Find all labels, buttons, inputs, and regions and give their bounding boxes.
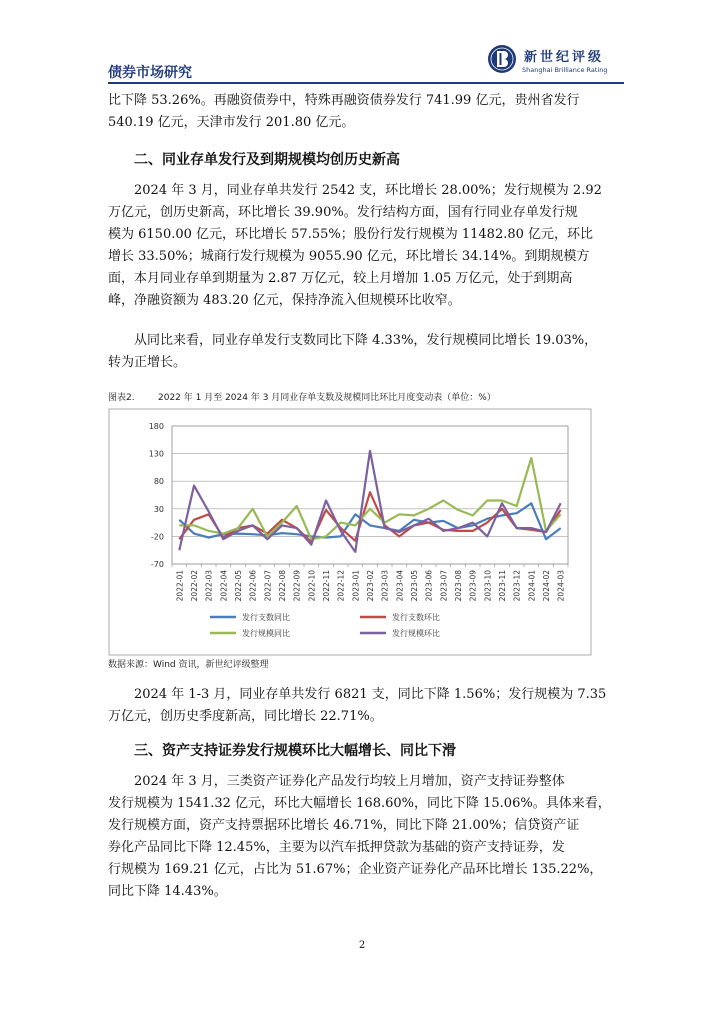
company-logo — [487, 44, 517, 74]
y-tick-label: 30 — [153, 504, 164, 514]
legend-label: 发行规模同比 — [242, 629, 290, 638]
x-tick-label: 2023-02 — [366, 570, 375, 602]
section-heading-2: 二、同业存单发行及到期规模均创历史新高 — [134, 152, 400, 168]
y-tick-label: 80 — [153, 477, 164, 487]
logo-english-name: Shanghai Brilliance Rating — [522, 66, 608, 74]
y-tick-label: -70 — [150, 560, 164, 569]
paragraph-continuation — [108, 90, 624, 134]
page-number: 2 — [358, 940, 366, 951]
x-tick-label: 2022-06 — [248, 570, 258, 602]
text-line: 增长 33.50%；城商行发行规模为 9055.90 亿元，环比增长 34.14%。到期规模方 — [108, 249, 590, 264]
text-line: 发行规模为 1541.32 亿元，环比大幅增长 168.60%，同比下降 15.06%。具体来看， — [108, 796, 611, 811]
line-chart — [108, 408, 592, 656]
x-tick-label: 2022-03 — [204, 570, 214, 602]
text-line: 万亿元，创历史新高，环比增长 39.90%。发行结构方面，国有行同业存单发行规 — [108, 205, 578, 220]
paragraph-yoy — [108, 330, 624, 374]
x-tick-label: 2023-07 — [439, 570, 449, 602]
text-line: 2024 年 1-3 月，同业存单共发行 6821 支，同比下降 1.56%；发行规模为 7.35 — [134, 687, 607, 702]
x-tick-label: 2022-04 — [219, 570, 229, 602]
x-tick-label: 2023-03 — [380, 570, 390, 602]
paragraph-q1 — [108, 684, 624, 728]
text-line: 2024 年 3 月，同业存单共发行 2542 支，环比增长 28.00%；发行规模为 2.92 — [134, 183, 602, 198]
x-tick-label: 2024-01 — [527, 570, 537, 602]
text-line: 万亿元，创历史季度新高，同比增长 22.71%。 — [108, 709, 383, 724]
x-tick-label: 2022-11 — [322, 570, 331, 602]
legend-label: 发行支数环比 — [392, 613, 440, 622]
text-line: 540.19 亿元，天津市发行 201.80 亿元。 — [108, 115, 355, 130]
x-tick-label: 2023-12 — [512, 570, 522, 602]
x-tick-label: 2022-09 — [292, 570, 302, 602]
section-title: 债券市场研究 — [108, 65, 192, 81]
x-tick-label: 2022-05 — [234, 570, 243, 602]
y-tick-label: -20 — [150, 532, 164, 542]
figure-caption — [108, 390, 496, 403]
x-tick-label: 2024-03 — [556, 570, 566, 602]
legend-label: 发行支数同比 — [242, 613, 290, 622]
x-tick-label: 2022-01 — [175, 570, 185, 602]
figure-source: 数据来源：Wind 资讯，新世纪评级整理 — [108, 660, 269, 670]
x-tick-label: 2022-12 — [336, 570, 346, 602]
text-line: 发行规模方面，资产支持票据环比增长 46.71%，同比下降 21.00%；信贷资产证 — [108, 818, 580, 833]
legend-label: 发行规模环比 — [392, 629, 440, 638]
x-tick-label: 2022-10 — [307, 570, 317, 602]
text-line: 转为正增长。 — [108, 355, 187, 370]
x-tick-label: 2022-02 — [190, 570, 199, 602]
figure-number: 图表2. — [108, 393, 135, 403]
x-tick-label: 2023-05 — [410, 570, 419, 602]
text-line: 比下降 53.26%。再融资债券中，特殊再融资债券发行 741.99 亿元，贵州省发行 — [108, 93, 580, 108]
paragraph-abs — [108, 771, 624, 903]
text-line: 券化产品同比下降 12.45%，主要为以汽车抵押贷款为基础的资产支持证券，发 — [108, 840, 565, 855]
x-tick-label: 2023-10 — [483, 570, 493, 602]
logo-chinese-name: 新世纪评级 — [524, 50, 605, 65]
x-tick-label: 2022-08 — [278, 570, 287, 602]
text-line: 从同比来看，同业存单发行支数同比下降 4.33%，发行规模同比增长 19.03%， — [134, 333, 598, 348]
chart-frame — [109, 409, 591, 655]
x-tick-label: 2023-06 — [424, 570, 434, 602]
text-line: 面，本月同业存单到期量为 2.87 万亿元，较上月增加 1.05 万亿元，处于到期高 — [108, 271, 573, 286]
text-line: 模为 6150.00 亿元，环比增长 57.55%；股份行发行规模为 11482.80 亿元，环比 — [108, 227, 594, 242]
header-divider — [108, 82, 624, 84]
text-line: 2024 年 3 月，三类资产证券化产品发行均较上月增加，资产支持证券整体 — [134, 774, 565, 789]
x-tick-label: 2023-09 — [468, 570, 478, 602]
x-tick-label: 2023-01 — [351, 570, 361, 602]
text-line: 行规模为 169.21 亿元，占比为 51.67%；企业资产证券化产品环比增长 135.22%， — [108, 862, 603, 877]
x-tick-label: 2023-08 — [454, 570, 463, 602]
x-tick-label: 2022-07 — [263, 570, 273, 602]
text-line: 峰，净融资额为 483.20 亿元，保持净流入但规模环比收窄。 — [108, 293, 461, 308]
x-tick-label: 2023-04 — [395, 570, 405, 602]
x-tick-label: 2023-11 — [498, 570, 507, 602]
paragraph-interbank-cd — [108, 180, 624, 312]
y-tick-label: 130 — [148, 449, 164, 459]
section-heading-3: 三、资产支持证券发行规模环比大幅增长、同比下滑 — [134, 743, 456, 759]
x-tick-label: 2024-02 — [542, 570, 551, 602]
y-tick-label: 180 — [148, 422, 164, 431]
figure-title: 2022 年 1 月至 2024 年 3 月同业存单支数及规模同比环比月度变动表（单位：%） — [158, 393, 496, 403]
text-line: 同比下降 14.43%。 — [108, 884, 227, 899]
